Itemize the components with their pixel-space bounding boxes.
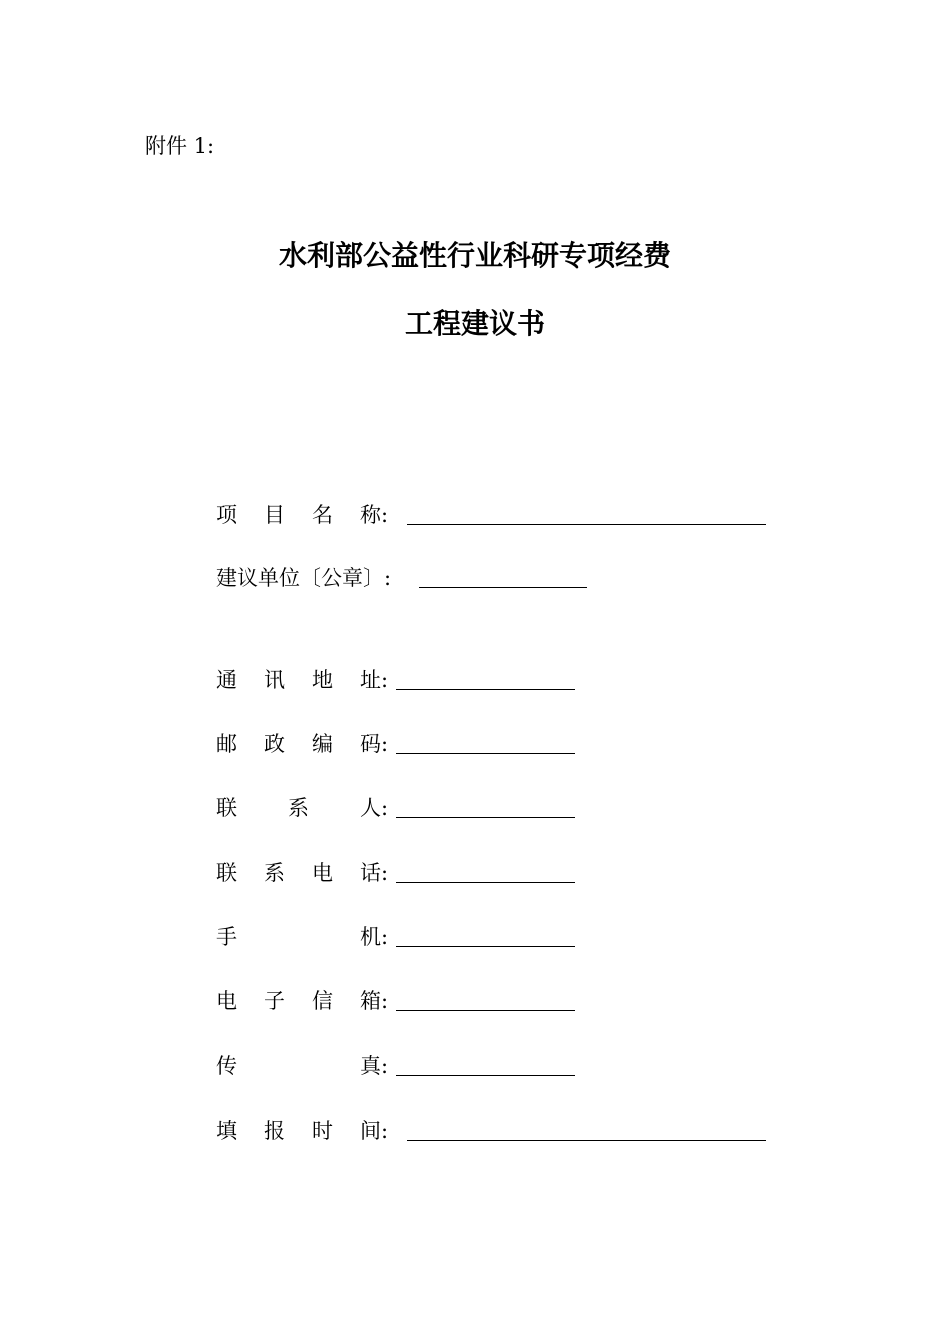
field-proposer-unit	[216, 560, 596, 596]
colon: :	[381, 861, 389, 885]
project-name-input-line[interactable]	[407, 524, 766, 525]
field-contact-phone: 联 系 电 话 :	[216, 855, 586, 891]
colon: :	[381, 668, 389, 692]
mobile-input-line[interactable]	[396, 946, 575, 947]
field-fill-date: 填 报 时 间 :	[216, 1113, 776, 1149]
field-email: 电 子 信 箱 :	[216, 983, 586, 1019]
contact-person-input-line[interactable]	[396, 817, 575, 818]
document-title: 水利部公益性行业科研专项经费	[278, 239, 671, 272]
colon: :	[381, 796, 389, 820]
postal-code-input-line[interactable]	[396, 753, 575, 754]
fax-input-line[interactable]	[396, 1075, 575, 1076]
field-address: 通 讯 地 址 :	[216, 662, 586, 698]
colon: :	[381, 503, 389, 527]
fill-date-input-line[interactable]	[407, 1140, 766, 1141]
field-project-name: 项 目 名 称 :	[216, 497, 776, 533]
colon: :	[381, 925, 389, 949]
field-contact-person: 联 系 人 :	[216, 790, 586, 826]
field-postal-code: 邮 政 编 码 :	[216, 726, 586, 762]
colon: :	[381, 989, 389, 1013]
document-subtitle: 工程建议书	[404, 307, 545, 340]
contact-phone-input-line[interactable]	[396, 882, 575, 883]
colon: :	[381, 1054, 389, 1078]
email-input-line[interactable]	[396, 1010, 575, 1011]
field-mobile: 手 机 :	[216, 919, 586, 955]
field-label: 建议单位〔公章〕:	[216, 566, 392, 590]
field-fax: 传 真 :	[216, 1048, 586, 1084]
colon: :	[381, 1119, 389, 1143]
address-input-line[interactable]	[396, 689, 575, 690]
attachment-label: 附件 1:	[145, 134, 215, 158]
proposer-unit-input-line[interactable]	[419, 587, 587, 588]
colon: :	[381, 732, 389, 756]
